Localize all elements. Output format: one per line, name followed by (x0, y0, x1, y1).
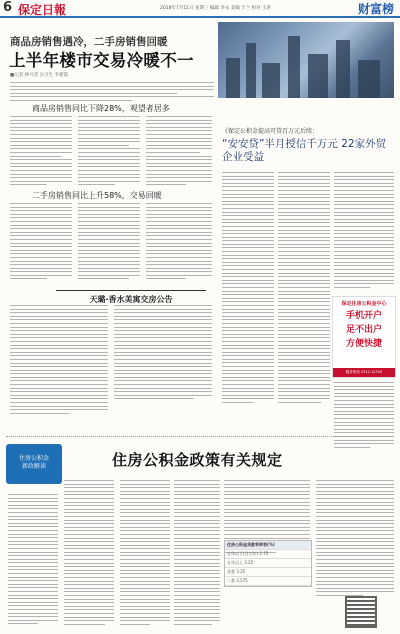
body-col-1 (10, 116, 72, 188)
right-col-3-bottom (334, 382, 394, 450)
lead-byline: ■记者 林兴茂 实习生 李建霞 (10, 73, 69, 78)
table-row: 五年以下(含五年) 2.75 (225, 550, 311, 559)
right-col-1 (222, 172, 274, 406)
ad-footer: 服务热线 0312-12329 (333, 368, 395, 377)
interest-rate-table (224, 540, 312, 587)
table-title: 住房公积金贷款利率表(%) (225, 541, 311, 550)
bottom-col-1 (8, 494, 58, 627)
table-row: 五年以上 3.25 (225, 559, 311, 568)
date-line: 2018年7月11日 星期三 编辑 李永 美编 于兰 校对 王洪 (160, 6, 272, 11)
badge-line-2: 新政解读 (21, 463, 46, 470)
body-col-6 (146, 203, 212, 282)
lead-headline: 上半年楼市交易冷暖不一 (9, 51, 194, 70)
body-col-5 (78, 203, 140, 282)
body-col-4 (10, 203, 72, 282)
notice-body-left (10, 305, 108, 416)
subhead-secondhand-up: 二手房销售同比上升58%，交易回暖 (32, 191, 162, 200)
ad-logo: 保定住房公积金中心 (341, 301, 387, 307)
ad-line-2: 足不出户 (345, 325, 382, 335)
right-story-title: “安安贷”半月授信千万元 22家外贸企业受益 (222, 138, 387, 163)
badge-line-1: 住房公积金 (18, 455, 49, 462)
ad-line-1: 手机开户 (345, 311, 382, 321)
page-header (0, 0, 400, 18)
notice-card (56, 290, 206, 305)
section-title: 财富榜 (357, 2, 394, 16)
notice-body-right (114, 305, 212, 402)
city-skyline-photo (218, 22, 394, 98)
table-row: 二套 3.575 (225, 577, 311, 586)
section-divider (6, 436, 394, 437)
subhead-sales-down: 商品房销售同比下降28%，观望者居多 (32, 104, 170, 113)
policy-badge (6, 444, 62, 484)
bottom-col-3 (120, 480, 170, 627)
bottom-col-6 (316, 480, 394, 599)
bottom-col-4 (174, 480, 220, 627)
lead-subhead: 商品房销售遇冷，二手房销售回暖 (10, 36, 168, 48)
newspaper-masthead: 保定日報 (18, 3, 67, 17)
mobile-account-ad (332, 296, 396, 378)
page-number: 6 (3, 0, 13, 15)
body-col-2 (78, 116, 140, 188)
notice-title: 天璐·香水美寓交房公告 (89, 295, 173, 304)
ad-line-3: 方便快捷 (345, 339, 382, 349)
right-story-kicker: 《保定公积金提高可贷百万元后续： (222, 128, 319, 135)
right-col-3 (334, 172, 394, 291)
right-col-2 (278, 172, 330, 406)
body-col-3 (146, 116, 212, 188)
bottom-col-2 (64, 480, 114, 627)
bottom-headline: 住房公积金政策有关规定 (112, 451, 283, 469)
table-row: 首套 3.25 (225, 568, 311, 577)
qr-code (345, 596, 377, 628)
lead-intro-text (10, 82, 214, 104)
